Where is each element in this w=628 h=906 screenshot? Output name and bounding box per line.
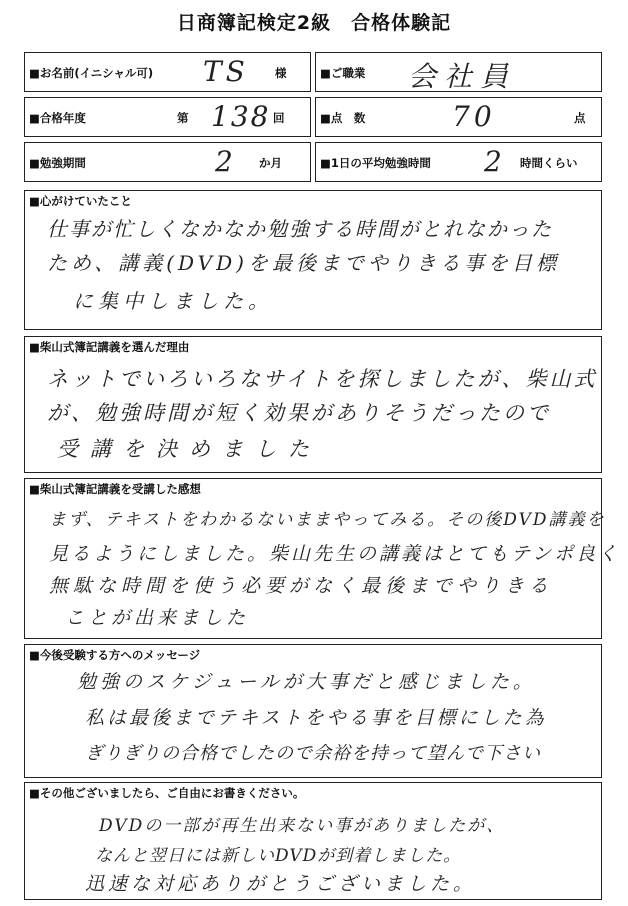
section-effort-line: に集中しました。 [73,289,273,313]
section-impressions-line: 見るようにしました。柴山先生の講義はとてもテンポ良く [49,543,621,565]
page-title: 日商簿記検定2級 合格体験記 [176,12,452,34]
section-message-line: ぎりぎりの合格でしたので余裕を持って望んで下さい [85,743,541,764]
daily-label: ■1日の平均勉強時間 [320,156,431,170]
job-label: ■ご職業 [320,66,366,80]
section-reason [24,336,602,473]
section-effort [24,190,602,330]
section-other-line: なんと翌日には新しいDVDが到着しました。 [95,846,462,866]
section-impressions-line: ことが出来ました [65,607,250,629]
section-effort-line: 仕事が忙しくなかなか勉強する時間がとれなかった [47,217,553,241]
name-field [24,52,311,92]
section-impressions-line: 無駄な時間を使う必要がなく最後までやりきる [49,575,554,597]
score-suffix: 点 [574,111,586,125]
period-label: ■勉強期間 [29,156,86,170]
year-value: 138 [211,100,271,133]
score-label: ■点 数 [320,111,366,125]
section-effort-label: ■心がけていたこと [29,194,132,208]
name-label: ■お名前(イニシャル可) [29,66,154,80]
section-reason-label: ■柴山式簿記講義を選んだ理由 [29,340,190,354]
job-field [315,52,602,92]
section-other-label: ■その他ございましたら、ご自由にお書きください。 [29,786,305,800]
section-message-label: ■今後受験する方へのメッセージ [29,648,201,662]
section-other-line: 迅速な対応ありがとうございました。 [85,873,477,895]
year-field [24,97,311,137]
section-reason-line: 受講を決めました [57,437,321,461]
section-message-line: 私は最後までテキストをやる事を目標にした為 [85,707,547,729]
daily-field [315,142,602,182]
job-value: 会社員 [408,60,517,93]
section-other [24,782,602,900]
score-value: 70 [452,100,496,133]
year-suffix: 回 [273,111,285,125]
year-prefix: 第 [177,111,189,125]
period-field [24,142,311,182]
daily-value: 2 [484,145,502,178]
name-suffix: 様 [275,66,287,80]
period-value: 2 [215,145,233,178]
section-other-line: DVDの一部が再生出来ない事がありましたが、 [99,816,506,836]
section-message [24,644,602,778]
section-reason-line: が、勉強時間が短く効果がありそうだったので [47,401,551,425]
score-field [315,97,602,137]
section-impressions-label: ■柴山式簿記講義を受講した感想 [29,482,201,496]
year-label: ■合格年度 [29,111,86,125]
name-value: TS [203,55,249,88]
section-impressions-line: まず、テキストをわかるないままやってみる。その後DVD講義を [49,510,606,530]
section-effort-line: ため、講義(DVD)を最後までやりきる事を目標 [47,251,560,275]
section-message-line: 勉強のスケジュールが大事だと感じました。 [77,671,536,693]
daily-suffix: 時間くらい [520,156,578,170]
section-impressions [24,478,621,639]
section-reason-line: ネットでいろいろなサイトを探しましたが、柴山式 [47,367,598,391]
period-suffix: か月 [259,156,282,170]
